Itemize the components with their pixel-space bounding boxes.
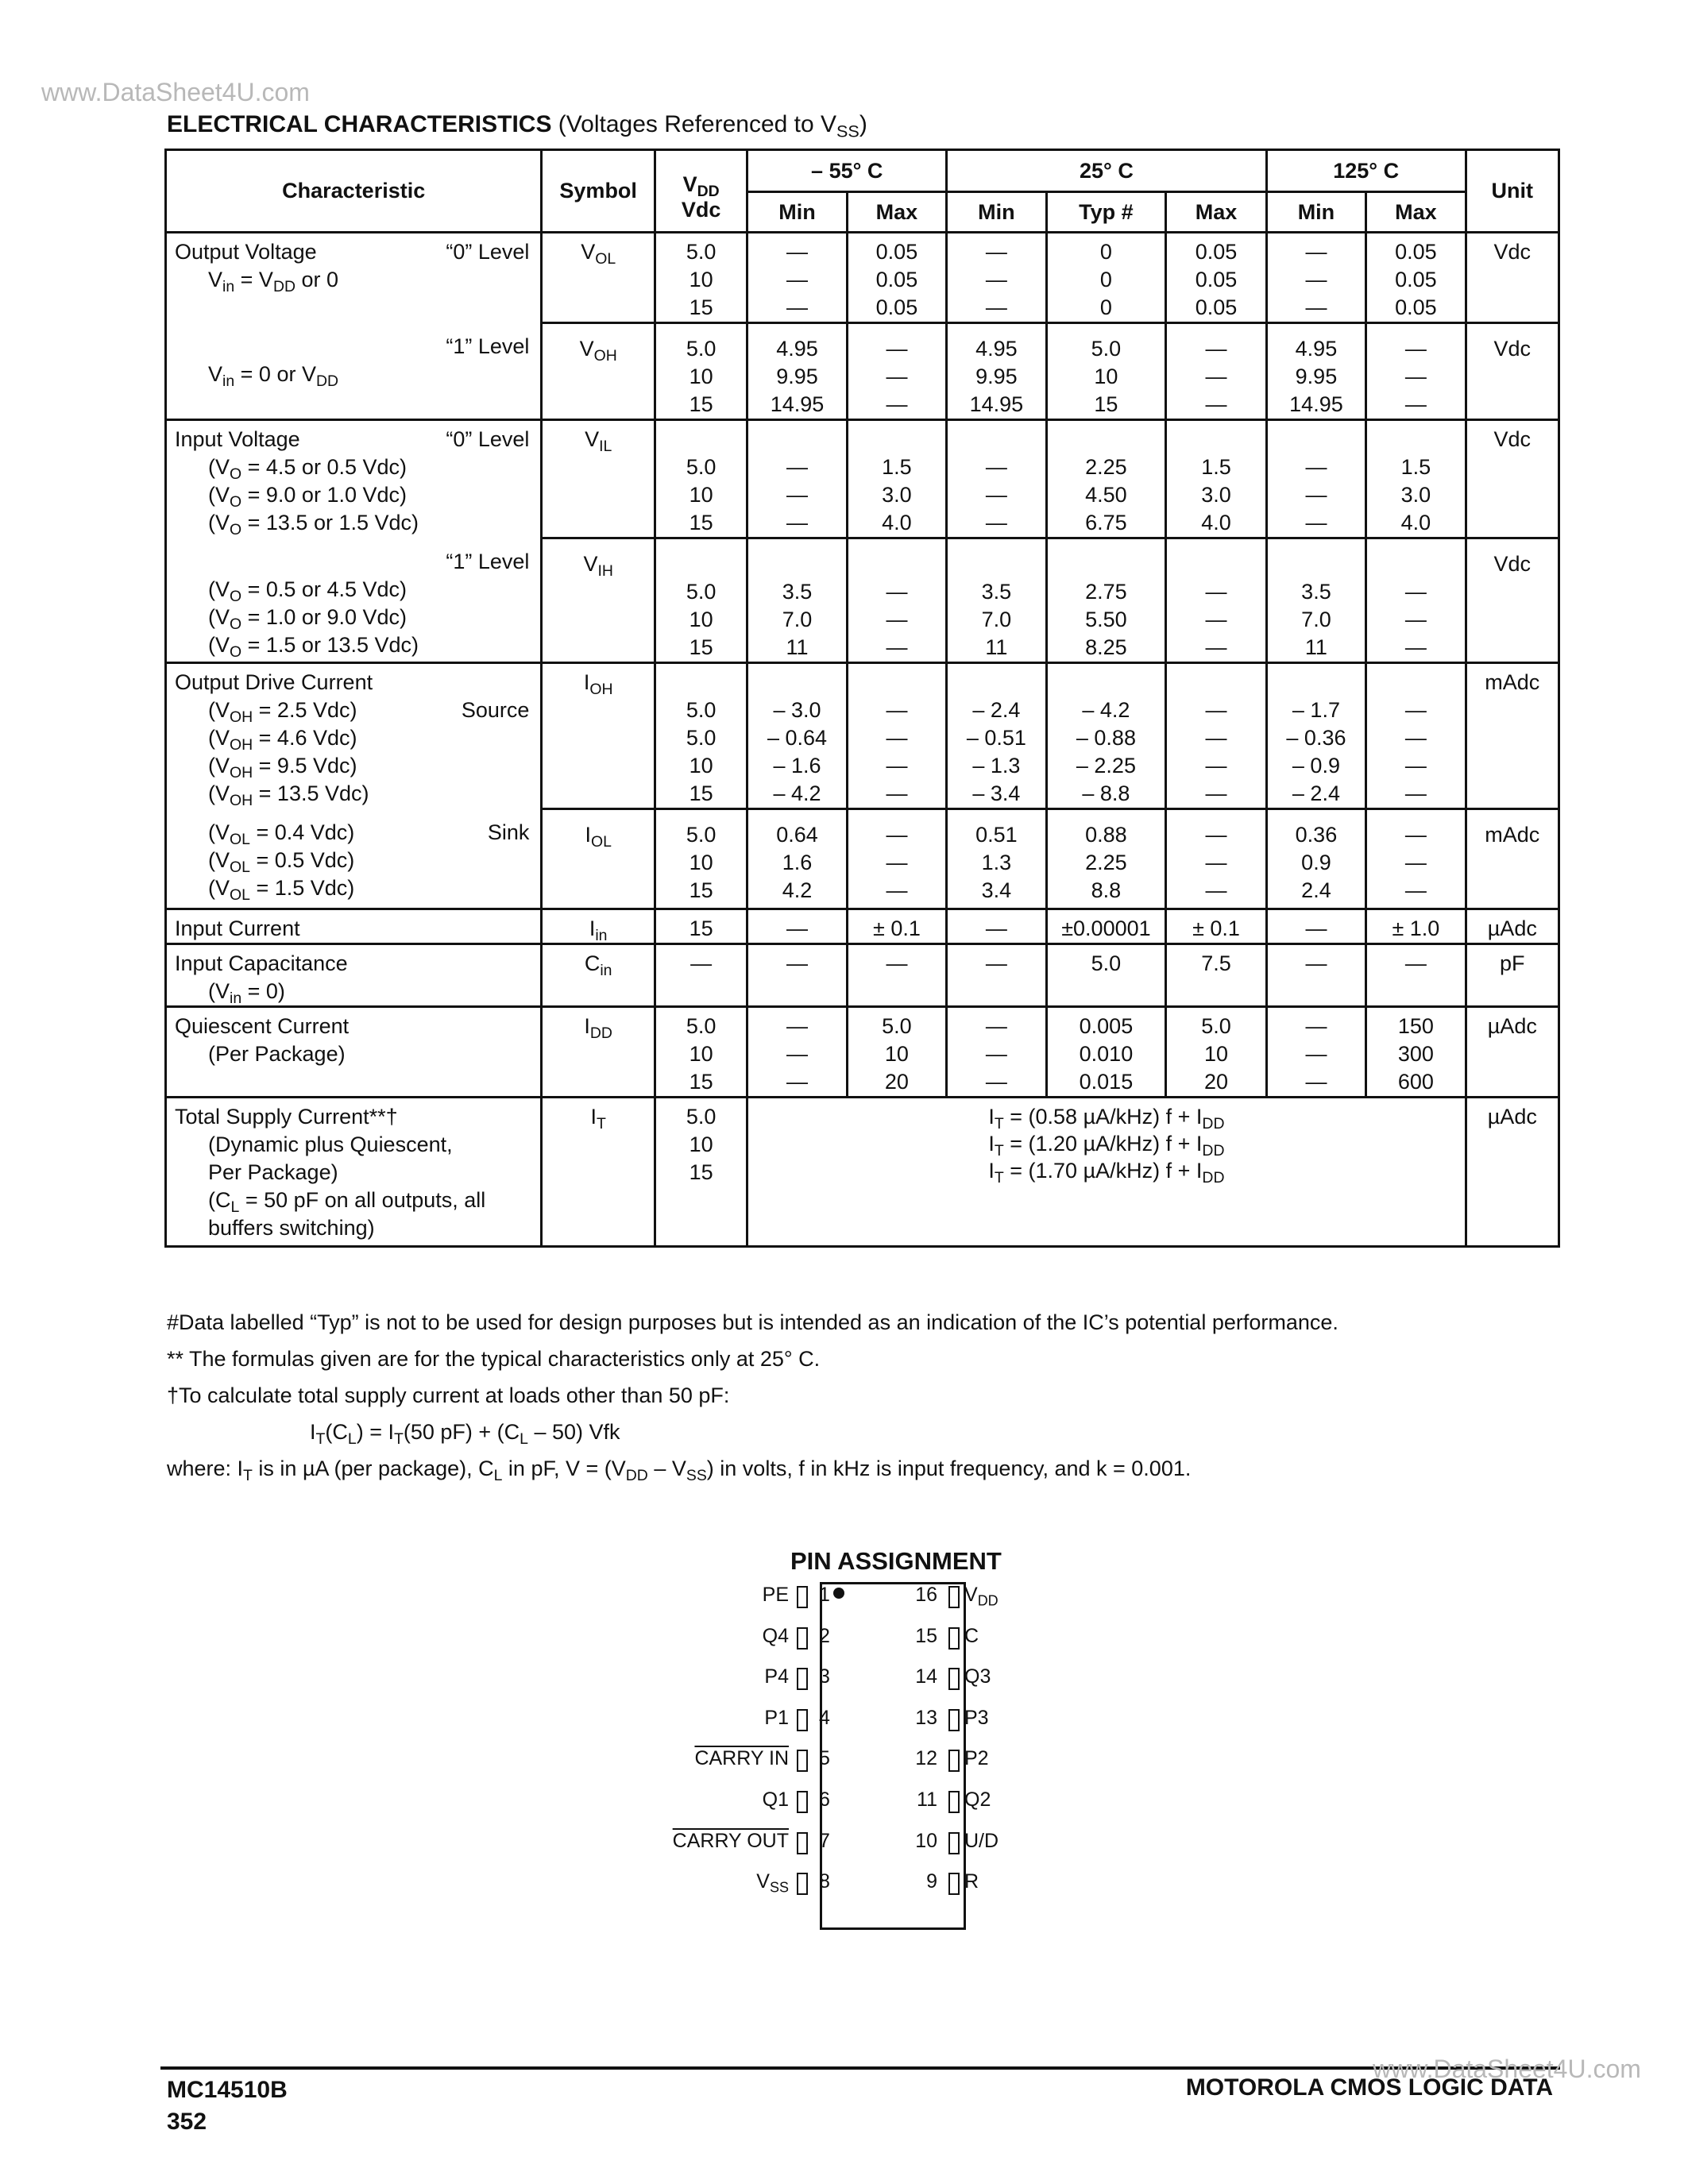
symbol-cell: $I_{DD}$ bbox=[542, 1007, 655, 1098]
col-max: Max bbox=[1366, 192, 1466, 233]
value-cell: — — — bbox=[947, 420, 1046, 538]
characteristic-cell: Output Drive Current ($V_{OH} = 2.5$ Vdc) Source ($V_{OH} = 4.6$ Vdc) ($V_{OH} = 9.5$ Vdc) ($V_{OH} = 13.5$ Vdc) ($V_{OL} = 0.4$ Vdc) Sink ($V_{OL} = 0.5$ Vdc) ($V_{OL} = 1.5$ Vdc) bbox=[166, 663, 542, 909]
characteristic-cell: Quiescent Current (Per Package) bbox=[166, 1007, 542, 1098]
pin-label: Q4 bbox=[762, 1624, 789, 1647]
pin-lead bbox=[797, 1709, 808, 1731]
value-cell: ± 0.1 bbox=[1166, 909, 1266, 944]
pin-label: CARRY OUT bbox=[672, 1829, 789, 1852]
pin-number: 9 bbox=[926, 1870, 937, 1893]
watermark-bottom: www.DataSheet4U.com bbox=[1373, 2055, 1641, 2083]
symbol-cell: $C_{in}$ bbox=[542, 944, 655, 1007]
symbol-cell: $I_{OH}$ bbox=[542, 663, 655, 809]
unit-cell: mAdc bbox=[1466, 809, 1559, 909]
value-cell: — bbox=[1366, 944, 1466, 1007]
value-cell: 1.5 3.0 4.0 bbox=[847, 420, 946, 538]
row-total-supply-current bbox=[166, 1098, 1559, 1247]
value-cell: — — — — bbox=[1166, 663, 1266, 809]
unit-cell: Vdc bbox=[1466, 420, 1559, 538]
pin-lead bbox=[948, 1586, 960, 1608]
row-output-voltage bbox=[166, 233, 1559, 323]
pin-lead bbox=[948, 1668, 960, 1690]
col-temp-minus55: – 55° C bbox=[747, 150, 947, 192]
value-cell: 5.0 10 15 bbox=[655, 420, 747, 538]
value-cell: 7.5 bbox=[1166, 944, 1266, 1007]
pin-lead bbox=[797, 1832, 808, 1854]
col-vdd: $V_{DD}$ Vdc bbox=[655, 150, 747, 233]
pin-number: 7 bbox=[819, 1829, 830, 1852]
symbol-cell: $I_{in}$ bbox=[542, 909, 655, 944]
value-cell: — — — bbox=[747, 1007, 847, 1098]
value-cell: 0.88 2.25 8.8 bbox=[1046, 809, 1166, 909]
value-cell: 5.0 10 15 bbox=[655, 538, 747, 663]
pin-label: P2 bbox=[964, 1747, 989, 1770]
electrical-characteristics-table bbox=[164, 149, 1560, 1248]
pin-number: 13 bbox=[915, 1706, 937, 1729]
value-cell: — bbox=[747, 909, 847, 944]
value-cell: 5.0 5.0 10 15 bbox=[655, 663, 747, 809]
footer-left bbox=[167, 2074, 288, 2138]
symbol-cell: $V_{OL}$ bbox=[542, 233, 655, 323]
col-min: Min bbox=[947, 192, 1046, 233]
value-cell: — — — bbox=[947, 1007, 1046, 1098]
pin-lead bbox=[948, 1709, 960, 1731]
value-cell: — — — bbox=[847, 809, 946, 909]
value-cell: — — — bbox=[1166, 809, 1266, 909]
value-cell: — bbox=[655, 944, 747, 1007]
symbol-cell: $I_T$ bbox=[542, 1098, 655, 1247]
col-typ: Typ # bbox=[1046, 192, 1166, 233]
value-cell: 4.95 9.95 14.95 bbox=[1266, 323, 1365, 420]
value-cell: 0.36 0.9 2.4 bbox=[1266, 809, 1365, 909]
row-input-current bbox=[166, 909, 1559, 944]
pin-lead bbox=[797, 1873, 808, 1895]
value-cell: 5.0 10 15 bbox=[655, 1007, 747, 1098]
value-cell: – 3.0 – 0.64 – 1.6 – 4.2 bbox=[747, 663, 847, 809]
value-cell: — — — bbox=[947, 233, 1046, 323]
unit-cell: µAdc bbox=[1466, 1098, 1559, 1247]
value-cell: 3.5 7.0 11 bbox=[947, 538, 1046, 663]
value-cell: — bbox=[947, 909, 1046, 944]
value-cell: 5.0 10 20 bbox=[847, 1007, 946, 1098]
value-cell: 4.95 9.95 14.95 bbox=[747, 323, 847, 420]
pin1-dot-icon bbox=[833, 1588, 844, 1599]
value-cell: – 4.2 – 0.88 – 2.25 – 8.8 bbox=[1046, 663, 1166, 809]
pin-lead bbox=[948, 1750, 960, 1772]
value-cell: ± 0.1 bbox=[847, 909, 946, 944]
symbol-cell: $V_{IH}$ bbox=[542, 538, 655, 663]
pin-number: 4 bbox=[819, 1706, 830, 1729]
value-cell: 150 300 600 bbox=[1366, 1007, 1466, 1098]
ic-package-outline bbox=[820, 1582, 966, 1930]
footer-rule bbox=[160, 2066, 1560, 2070]
value-cell: 0.005 0.010 0.015 bbox=[1046, 1007, 1166, 1098]
value-cell: 3.5 7.0 11 bbox=[747, 538, 847, 663]
value-cell: 4.95 9.95 14.95 bbox=[947, 323, 1046, 420]
pin-label: $V_{DD}$ bbox=[964, 1584, 999, 1609]
value-cell: — — — bbox=[747, 420, 847, 538]
note-where: where: $I_T$ is in µA (per package), $C_L$ in pF, $V = (V_{DD} - V_{SS})$ in volts, f in kHz is input frequency, and k = 0.001. bbox=[167, 1457, 1192, 1484]
row-input-capacitance bbox=[166, 944, 1559, 1007]
pin-number: 15 bbox=[915, 1624, 937, 1647]
value-cell: 0.51 1.3 3.4 bbox=[947, 809, 1046, 909]
pin-label: Q1 bbox=[762, 1788, 789, 1811]
value-cell: 5.0 10 15 bbox=[655, 233, 747, 323]
pin-assignment-title: PIN ASSIGNMENT bbox=[790, 1547, 1002, 1575]
unit-cell: Vdc bbox=[1466, 538, 1559, 663]
value-cell: — — — — bbox=[1366, 663, 1466, 809]
pin-label: U/D bbox=[964, 1829, 999, 1852]
col-temp-25: 25° C bbox=[947, 150, 1267, 192]
value-cell: — — — bbox=[747, 233, 847, 323]
value-cell: 2.25 4.50 6.75 bbox=[1046, 420, 1166, 538]
value-cell: — — — — bbox=[847, 663, 946, 809]
col-characteristic: Characteristic bbox=[166, 150, 542, 233]
pin-label: R bbox=[964, 1870, 979, 1893]
page-number: 352 bbox=[167, 2109, 207, 2135]
formula-cell: $I_T = (0.58$ µA/kHz) $f + I_{DD}$ $I_T = (1.20$ µA/kHz) $f + I_{DD}$ $I_T = (1.70$ µA/kHz) $f + I_{DD}$ bbox=[747, 1098, 1466, 1247]
col-temp-125: 125° C bbox=[1266, 150, 1466, 192]
value-cell: — — — bbox=[1366, 323, 1466, 420]
value-cell: 3.5 7.0 11 bbox=[1266, 538, 1365, 663]
symbol-cell: $I_{OL}$ bbox=[542, 809, 655, 909]
characteristic-cell: Input Voltage “0” Level ($V_O = 4.5$ or 0.5 Vdc) ($V_O = 9.0$ or 1.0 Vdc) ($V_O = 13.5$ or 1.5 Vdc) “1” Level ($V_O = 0.5$ or 4.5 Vdc) ($V_O = 1.0$ or 9.0 Vdc) ($V_O = 1.5$ or 13.5 Vdc) bbox=[166, 420, 542, 663]
watermark: www.DataSheet4U.com bbox=[41, 78, 310, 106]
note-total-current: †To calculate total supply current at loads other than 50 pF: bbox=[167, 1383, 730, 1407]
pin-number: 6 bbox=[819, 1788, 830, 1811]
pin-lead bbox=[797, 1750, 808, 1772]
pin-number: 16 bbox=[915, 1584, 937, 1606]
pin-number: 8 bbox=[819, 1870, 830, 1893]
value-cell: 0.05 0.05 0.05 bbox=[1366, 233, 1466, 323]
pin-label: $V_{SS}$ bbox=[756, 1870, 789, 1896]
row-quiescent-current bbox=[166, 1007, 1559, 1098]
pin-lead bbox=[948, 1873, 960, 1895]
symbol-cell: $V_{IL}$ bbox=[542, 420, 655, 538]
col-min: Min bbox=[1266, 192, 1365, 233]
value-cell: 5.0 10 15 bbox=[655, 809, 747, 909]
value-cell: 5.0 10 20 bbox=[1166, 1007, 1266, 1098]
value-cell: 5.0 10 15 bbox=[655, 323, 747, 420]
value-cell: — bbox=[1266, 944, 1365, 1007]
value-cell: 5.0 bbox=[1046, 944, 1166, 1007]
value-cell: ± 1.0 bbox=[1366, 909, 1466, 944]
note-typ: #Data labelled “Typ” is not to be used for design purposes but is intended as an indication of the IC’s potential performance. bbox=[167, 1310, 1338, 1334]
pin-lead bbox=[797, 1627, 808, 1650]
pin-label: Q2 bbox=[964, 1788, 991, 1811]
unit-cell: Vdc bbox=[1466, 323, 1559, 420]
pin-lead bbox=[948, 1627, 960, 1650]
pin-number: 11 bbox=[917, 1788, 937, 1811]
pin-lead bbox=[948, 1832, 960, 1854]
value-cell: 15 bbox=[655, 909, 747, 944]
value-cell: 0.64 1.6 4.2 bbox=[747, 809, 847, 909]
pin-label: P1 bbox=[764, 1706, 789, 1729]
value-cell: — — — bbox=[847, 323, 946, 420]
unit-cell: mAdc bbox=[1466, 663, 1559, 809]
pin-lead bbox=[948, 1791, 960, 1813]
section-heading: ELECTRICAL CHARACTERISTICS (Voltages Referenced to $V_{SS}$) bbox=[167, 111, 867, 141]
pin-label: Q3 bbox=[964, 1665, 991, 1688]
part-number: MC14510B bbox=[167, 2077, 288, 2103]
characteristic-cell: Total Supply Current**† (Dynamic plus Quiescent, Per Package) ($C_L = 50$ pF on all outputs, all buffers switching) bbox=[166, 1098, 542, 1247]
value-cell: – 2.4 – 0.51 – 1.3 – 3.4 bbox=[947, 663, 1046, 809]
pin-label: CARRY IN bbox=[694, 1747, 789, 1770]
pin-number: 10 bbox=[915, 1829, 937, 1852]
col-max: Max bbox=[1166, 192, 1266, 233]
value-cell: — — — bbox=[1366, 538, 1466, 663]
value-cell: — — — bbox=[1266, 233, 1365, 323]
unit-cell: µAdc bbox=[1466, 1007, 1559, 1098]
col-min: Min bbox=[747, 192, 847, 233]
value-cell: 5.0 10 15 bbox=[655, 1098, 747, 1247]
pin-number: 2 bbox=[819, 1624, 830, 1647]
characteristic-cell: Input Capacitance $(V_{in} = 0)$ bbox=[166, 944, 542, 1007]
pin-number: 12 bbox=[915, 1747, 937, 1770]
pin-lead bbox=[797, 1668, 808, 1690]
value-cell: — — — bbox=[1366, 809, 1466, 909]
footer-right: MOTOROLA CMOS LOGIC DATA bbox=[1185, 2074, 1553, 2101]
value-cell: — — — bbox=[1266, 1007, 1365, 1098]
value-cell: 2.75 5.50 8.25 bbox=[1046, 538, 1166, 663]
value-cell: — bbox=[947, 944, 1046, 1007]
value-cell: – 1.7 – 0.36 – 0.9 – 2.4 bbox=[1266, 663, 1365, 809]
row-input-voltage bbox=[166, 420, 1559, 538]
pin-label: P4 bbox=[764, 1665, 789, 1688]
symbol-cell: $V_{OH}$ bbox=[542, 323, 655, 420]
value-cell: 1.5 3.0 4.0 bbox=[1166, 420, 1266, 538]
unit-cell: Vdc bbox=[1466, 233, 1559, 323]
pin-label: P3 bbox=[964, 1706, 989, 1729]
value-cell: — — — bbox=[1266, 420, 1365, 538]
unit-cell: µAdc bbox=[1466, 909, 1559, 944]
value-cell: 0.05 0.05 0.05 bbox=[847, 233, 946, 323]
characteristic-cell: Output Voltage “0” Level $V_{in} = V_{DD}$ or 0 “1” Level $V_{in} = 0$ or $V_{DD}$ bbox=[166, 233, 542, 420]
value-cell: 0 0 0 bbox=[1046, 233, 1166, 323]
pin-label: C bbox=[964, 1624, 979, 1647]
col-symbol: Symbol bbox=[542, 150, 655, 233]
pin-label: PE bbox=[762, 1584, 789, 1606]
value-cell: ±0.00001 bbox=[1046, 909, 1166, 944]
pin-number: 5 bbox=[819, 1747, 830, 1770]
row-output-drive-current bbox=[166, 663, 1559, 809]
pin-lead bbox=[797, 1791, 808, 1813]
note-formulas: ** The formulas given are for the typical characteristics only at 25° C. bbox=[167, 1347, 821, 1371]
value-cell: — — — bbox=[1166, 323, 1266, 420]
value-cell: — bbox=[747, 944, 847, 1007]
value-cell: 1.5 3.0 4.0 bbox=[1366, 420, 1466, 538]
value-cell: — bbox=[1266, 909, 1365, 944]
value-cell: 5.0 10 15 bbox=[1046, 323, 1166, 420]
pin-number: 1 bbox=[819, 1584, 830, 1606]
col-max: Max bbox=[847, 192, 946, 233]
value-cell: — — — bbox=[847, 538, 946, 663]
footnotes bbox=[167, 1304, 1338, 1487]
value-cell: — bbox=[847, 944, 946, 1007]
value-cell: — — — bbox=[1166, 538, 1266, 663]
pin-lead bbox=[797, 1586, 808, 1608]
characteristic-cell: Input Current bbox=[166, 909, 542, 944]
col-unit: Unit bbox=[1466, 150, 1559, 233]
pin-number: 14 bbox=[915, 1665, 937, 1688]
note-formula: $I_T(C_L) = I_T(50$ $pF) + (C_L - 50)$ Vfk bbox=[310, 1420, 620, 1448]
pin-number: 3 bbox=[819, 1665, 830, 1688]
value-cell: 0.05 0.05 0.05 bbox=[1166, 233, 1266, 323]
unit-cell: pF bbox=[1466, 944, 1559, 1007]
